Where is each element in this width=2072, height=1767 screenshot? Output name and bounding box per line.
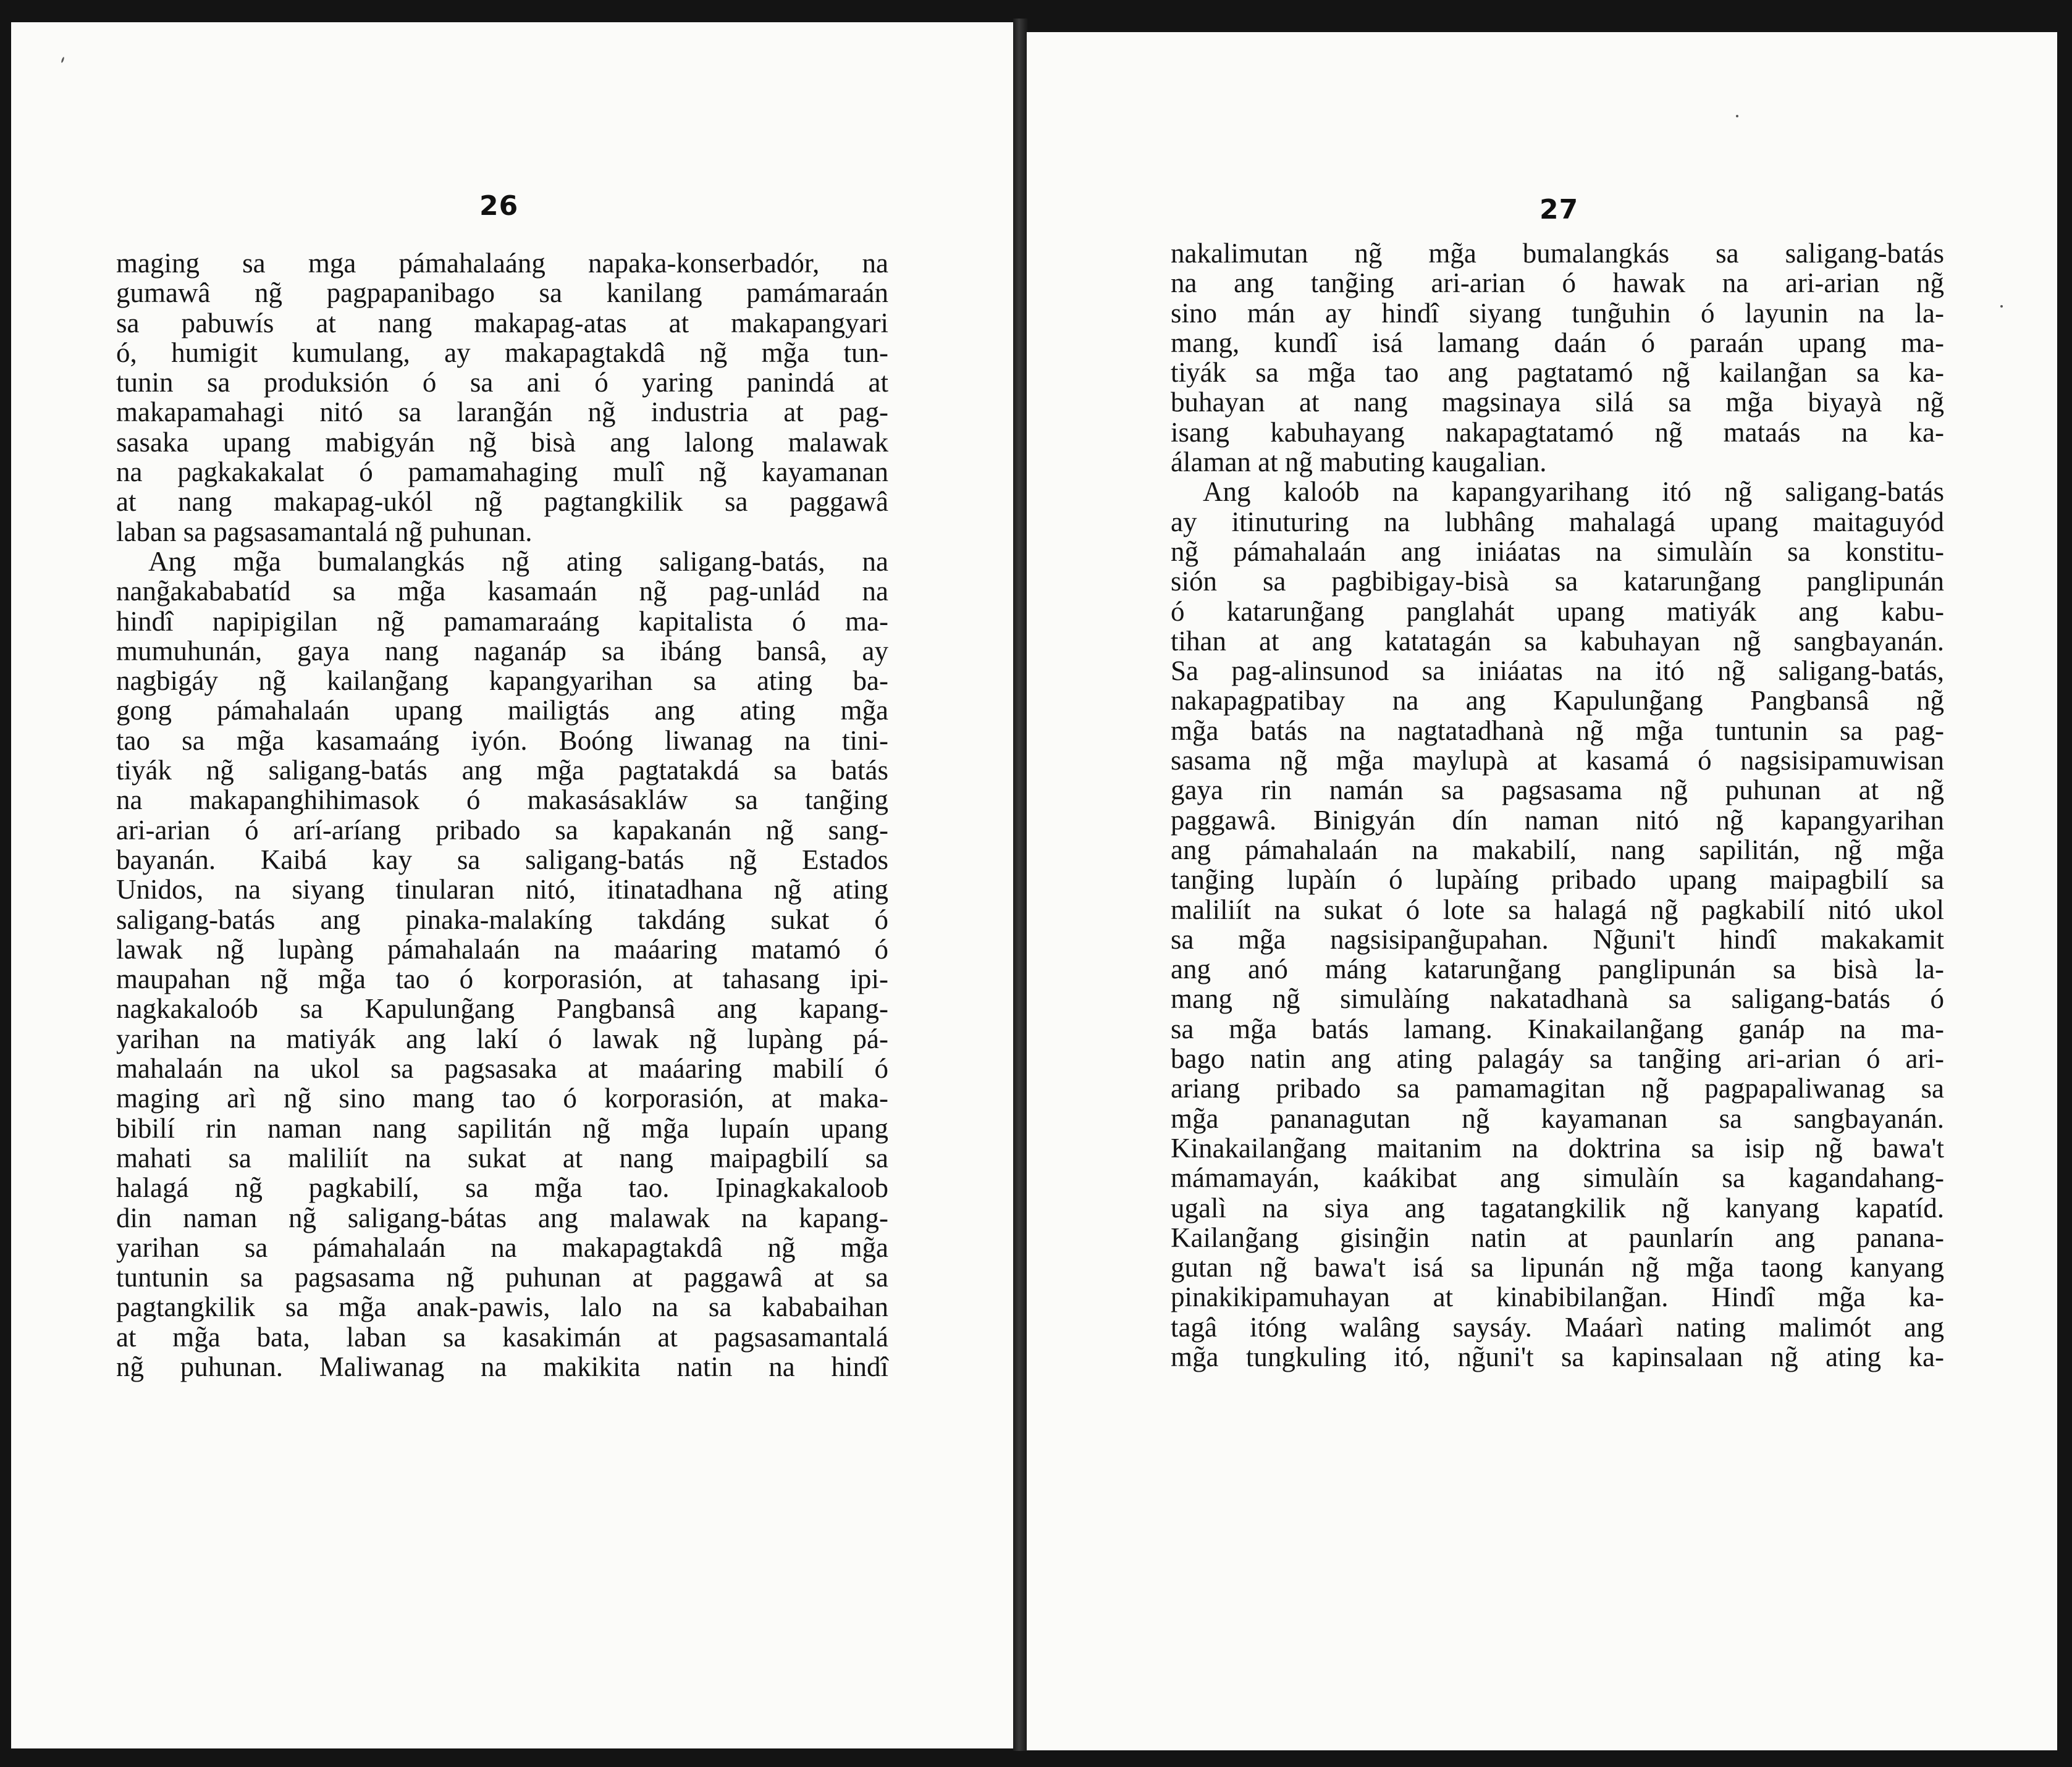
text-line: ng̃ pámahalaán ang iniáatas na simulàín sa konstitu- — [1171, 535, 1944, 567]
body-text — [116, 248, 888, 1382]
text-line: gaya rin namán sa pagsasama ng̃ puhunan at ng̃ — [1171, 774, 1944, 806]
text-line: nakapagpatibay na ang Kapulung̃ang Pangbansâ ng̃ — [1171, 685, 1944, 716]
text-line: gutan ng̃ bawa't isá sa lipunán ng̃ mg̃a taong kanyang — [1171, 1252, 1944, 1283]
text-line: tagâ itóng walâng saysáy. Maáarì nating malimót ang — [1171, 1311, 1944, 1343]
text-line: mumuhunán, gaya nang naganáp sa ibáng bansâ, ay — [116, 635, 888, 666]
text-line: bibilí rin naman nang sapilitán ng̃ mg̃a lupaín upang — [116, 1112, 888, 1144]
text-line: Ang mg̃a bumalangkás ng̃ ating saligang-batás, na — [148, 545, 888, 577]
text-line: mg̃a pananagutan ng̃ kayamanan sa sangbayanán. — [1171, 1102, 1944, 1134]
text-line: nagkakaloób sa Kapulung̃ang Pangbansâ ang kapang- — [116, 993, 888, 1025]
left-page — [11, 22, 1019, 1748]
text-line: ang pámahalaán na makabilí, nang sapilitán, ng̃ mg̃a — [1171, 834, 1944, 865]
text-line: sa mg̃a batás lamang. Kinakailang̃ang ganáp na ma- — [1171, 1013, 1944, 1044]
text-line: tuntunin sa pagsasama ng̃ puhunan at paggawâ at sa — [116, 1262, 888, 1293]
text-line: maging sa mga pámahalaáng napaka-konserbadór, na — [116, 248, 888, 279]
text-line: na makapanghihimasok ó makasásakláw sa tang̃ing — [116, 784, 888, 816]
text-line: tang̃ing lupàín ó lupàíng pribado upang maipagbilí sa — [1171, 864, 1944, 896]
text-line: makapamahagi nitó sa larang̃án ng̃ industria at pag- — [116, 397, 888, 428]
page-number: 27 — [1539, 194, 1579, 225]
text-line: Unidos, na siyang tinularan nitó, itinatadhana ng̃ ating — [116, 874, 888, 905]
text-line: mang, kundî isá lamang daán ó paraán upang ma- — [1171, 327, 1944, 358]
text-line: lawak ng̃ lupàng pámahalaán na maáaring matamó ó — [116, 933, 888, 965]
text-line: ó, humigit kumulang, ay makapagtakdâ ng̃ mg̃a tun- — [116, 337, 888, 368]
right-page — [1027, 32, 2057, 1750]
text-line: at nang makapag-ukól ng̃ pagtangkilik sa paggawâ — [116, 486, 888, 518]
text-line: ariang pribado sa pamamagitan ng̃ pagpapaliwanag sa — [1171, 1073, 1944, 1104]
text-line: Ang kaloób na kapangyarihang itó ng̃ saligang-batás — [1203, 476, 1944, 508]
body-text — [1171, 238, 1944, 1372]
text-line: ay itinuturing na lubhâng mahalagá upang maitaguyód — [1171, 506, 1944, 537]
text-line: Kinakailang̃ang maitanim na doktrina sa isip ng̃ bawa't — [1171, 1132, 1944, 1164]
text-line: Kailang̃ang gising̃in natin at paunlarín ang panana- — [1171, 1222, 1944, 1253]
text-line: mg̃a batás na nagtatadhanà ng̃ mg̃a tuntunin sa pag- — [1171, 715, 1944, 746]
text-line: nang̃akababatíd sa mg̃a kasamaán ng̃ pag-unlád na — [116, 576, 888, 607]
text-line: laban sa pagsasamantalá ng̃ puhunan. — [116, 516, 533, 547]
text-line: gumawâ ng̃ pagpapanibago sa kanilang pamámaraán — [116, 277, 888, 309]
text-line: ari-arian ó arí-aríang pribado sa kapakanán ng̃ sang- — [116, 814, 888, 846]
text-line: saligang-batás ang pinaka-malakíng takdáng sukat ó — [116, 904, 888, 935]
text-line: mg̃a tungkuling itó, ng̃uni't sa kapinsalaan ng̃ ating ka- — [1171, 1341, 1944, 1372]
text-line: na ang tang̃ing ari-arian ó hawak na ari-arian ng̃ — [1171, 267, 1944, 299]
text-line: álaman at ng̃ mabuting kaugalian. — [1171, 447, 1547, 478]
text-line: tiyák ng̃ saligang-batás ang mg̃a pagtatakdá sa batás — [116, 755, 888, 786]
text-line: sasaka upang mabigyán ng̃ bisà ang lalong malawak — [116, 426, 888, 458]
text-line: maliliít na sukat ó lote sa halagá ng̃ pagkabilí nitó ukol — [1171, 894, 1944, 925]
text-line: bago natin ang ating palagáy sa tang̃ing ari-arian ó ari- — [1171, 1043, 1944, 1075]
text-line: nagbigáy ng̃ kailang̃ang kapangyarihan sa ating ba- — [116, 665, 888, 697]
text-line: na pagkakakalat ó pamamahaging mulî ng̃ kayamanan — [116, 456, 888, 488]
page-number: 26 — [479, 190, 519, 222]
text-line: mahati sa maliliít na sukat at nang maipagbilí sa — [116, 1142, 888, 1173]
text-line: sasama ng̃ mg̃a maylupà at kasamá ó nagsisipamuwisan — [1171, 745, 1944, 776]
scan-speck — [1736, 115, 1738, 117]
text-line: ang anó máng katarung̃ang panglipunán sa bisà la- — [1171, 954, 1944, 985]
text-line: buhayan at nang magsinaya silá sa mg̃a biyayà ng̃ — [1171, 387, 1944, 418]
text-line: sa mg̃a nagsisipang̃upahan. Ng̃uni't hindî makakamit — [1171, 923, 1944, 955]
text-line: nakalimutan ng̃ mg̃a bumalangkás sa saligang-batás — [1171, 238, 1944, 269]
text-line: maupahan ng̃ mg̃a tao ó korporasión, at tahasang ipi- — [116, 963, 888, 995]
text-line: tihan at ang katatagán sa kabuhayan ng̃ sangbayanán. — [1171, 625, 1944, 657]
text-line: at mg̃a bata, laban sa kasakimán at pagsasamantalá — [116, 1321, 888, 1353]
text-line: pagtangkilik sa mg̃a anak-pawis, lalo na sa kababaihan — [116, 1291, 888, 1323]
book-gutter — [1013, 19, 1028, 1751]
text-line: tunin sa produksión ó sa ani ó yaring panindá at — [116, 367, 888, 398]
text-line: tiyák sa mg̃a tao ang pagtatamó ng̃ kailang̃an sa ka- — [1171, 357, 1944, 388]
text-line: tao sa mg̃a kasamaáng iyón. Boóng liwanag na tini- — [116, 724, 888, 756]
text-line: bayanán. Kaibá kay sa saligang-batás ng̃ Estados — [116, 844, 888, 875]
text-line: mang ng̃ simulàíng nakatadhanà sa saligang-batás ó — [1171, 983, 1944, 1015]
text-line: yarihan sa pámahalaán na makapagtakdâ ng̃ mg̃a — [116, 1232, 888, 1263]
text-line: Sa pag-alinsunod sa iniáatas na itó ng̃ saligang-batás, — [1171, 655, 1944, 687]
text-line: sino mán ay hindî siyang tung̃uhin ó layunin na la- — [1171, 297, 1944, 329]
text-line: din naman ng̃ saligang-bátas ang malawak na kapang- — [116, 1202, 888, 1233]
scan-speck — [2000, 305, 2003, 308]
text-line: mahalaán na ukol sa pagsasaka at maáaring mabilí ó — [116, 1053, 888, 1085]
text-line: halagá ng̃ pagkabilí, sa mg̃a tao. Ipinagkakaloob — [116, 1172, 888, 1204]
text-line: ng̃ puhunan. Maliwanag na makikita natin na hindî — [116, 1351, 888, 1382]
text-line: ugalì na siya ang tagatangkilik ng̃ kanyang kapatíd. — [1171, 1192, 1944, 1223]
text-line: paggawâ. Binigyán dín naman nitó ng̃ kapangyarihan — [1171, 804, 1944, 836]
text-line: hindî napipigilan ng̃ pamamaraáng kapitalista ó ma- — [116, 605, 888, 637]
text-line: pinakikipamuhayan at kinabibilang̃an. Hindî mg̃a ka- — [1171, 1282, 1944, 1313]
text-line: sión sa pagbibigay-bisà sa katarung̃ang panglipunán — [1171, 566, 1944, 597]
text-line: yarihan na matiyák ang lakí ó lawak ng̃ lupàng pá- — [116, 1023, 888, 1054]
text-line: sa pabuwís at nang makapag-atas at makapangyari — [116, 307, 888, 338]
text-line: mámamayán, kaákibat ang simulàín sa kagandahang- — [1171, 1162, 1944, 1194]
text-line: isang kabuhayang nakapagtatamó ng̃ mataás na ka- — [1171, 416, 1944, 448]
text-line: maging arì ng̃ sino mang tao ó korporasión, at maka- — [116, 1083, 888, 1114]
text-line: gong pámahalaán upang mailigtás ang ating mg̃a — [116, 695, 888, 726]
text-line: ó katarung̃ang panglahát upang matiyák ang kabu- — [1171, 595, 1944, 627]
